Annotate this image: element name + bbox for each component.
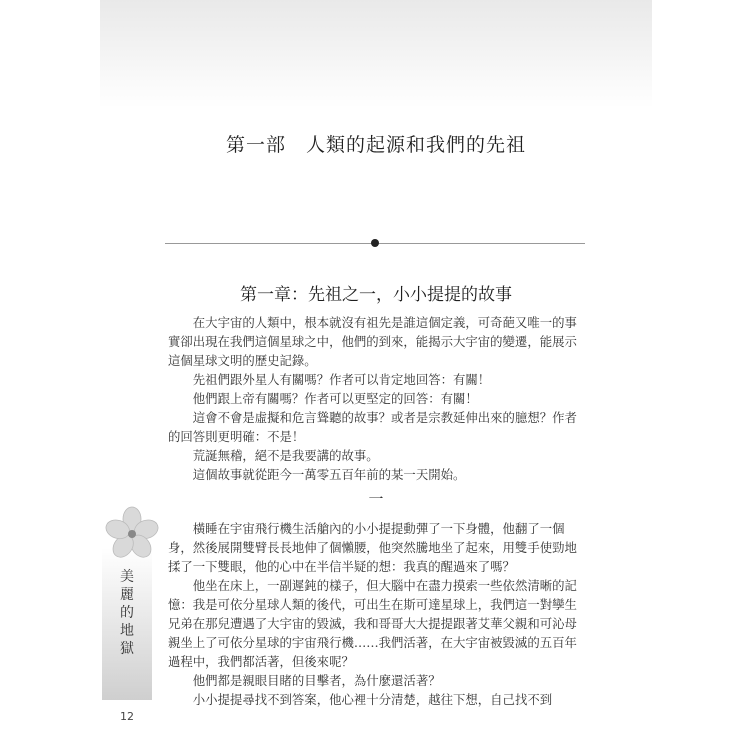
intro-text bbox=[168, 313, 588, 484]
paragraph: 荒誕無稽，絕不是我要講的故事。 bbox=[192, 448, 379, 463]
section-text bbox=[168, 519, 588, 709]
paragraph: 橫睡在宇宙飛行機生活艙內的小小提提動彈了一下身體，他翻了一個身，然後展開雙臂長長地伸了個懶腰，他突然騰地坐了起來，用雙手使勁地揉了一下雙眼，他的心中在半信半疑的想：我真的醒過來了嗎？ bbox=[168, 521, 577, 574]
paragraph: 小小提提尋找不到答案，他心裡十分清楚，越往下想，自己找不到 bbox=[192, 692, 553, 707]
flower-icon bbox=[103, 505, 161, 563]
paragraph: 這個故事就從距今一萬零五百年前的某一天開始。 bbox=[192, 467, 466, 482]
paragraph: 先祖們跟外星人有關嗎？作者可以肯定地回答：有關！ bbox=[192, 372, 491, 387]
paragraph: 這會不會是虛擬和危言聳聽的故事？或者是宗教延伸出來的臆想？作者的回答則更明確：不是！ bbox=[168, 410, 577, 444]
side-title-char: 地 bbox=[120, 623, 134, 639]
paragraph: 他坐在床上，一副遲鈍的樣子，但大腦中在盡力摸索一些依然清晰的記憶：我是可依分星球人類的後代，可出生在斯可達星球上，我們這一對孿生兄弟在那兒遭遇了大宇宙的毀滅，我和哥哥大大提提跟著艾華父親和可沁母親坐上了可依分星球的宇宙飛行機……我們活著，在大宇宙被毀滅的五百年過程中，我們都活著，但後來呢？ bbox=[168, 578, 577, 669]
side-title-char: 的 bbox=[120, 605, 134, 621]
side-title-char: 麗 bbox=[120, 587, 134, 603]
part-title: 第一部 人類的起源和我們的先祖 bbox=[225, 134, 526, 156]
divider-dot-icon bbox=[371, 239, 379, 247]
side-title-char: 獄 bbox=[120, 641, 134, 657]
book-title-vertical bbox=[115, 568, 139, 658]
page-number: 12 bbox=[120, 710, 134, 723]
chapter-title: 第一章：先祖之一，小小提提的故事 bbox=[240, 285, 512, 305]
paragraph: 在大宇宙的人類中，根本就沒有祖先是誰這個定義，可奇葩又唯一的事實卻出現在我們這個星球之中，他們的到來，能揭示大宇宙的變遷，能展示這個星球文明的歷史記錄。 bbox=[168, 315, 577, 368]
paragraph: 他們都是親眼目睹的目擊者，為什麼還活著？ bbox=[192, 673, 441, 688]
section-number: 一 bbox=[368, 490, 384, 508]
side-title-char: 美 bbox=[120, 569, 134, 585]
header-band bbox=[100, 0, 652, 108]
paragraph: 他們跟上帝有關嗎？作者可以更堅定的回答：有關！ bbox=[192, 391, 478, 406]
